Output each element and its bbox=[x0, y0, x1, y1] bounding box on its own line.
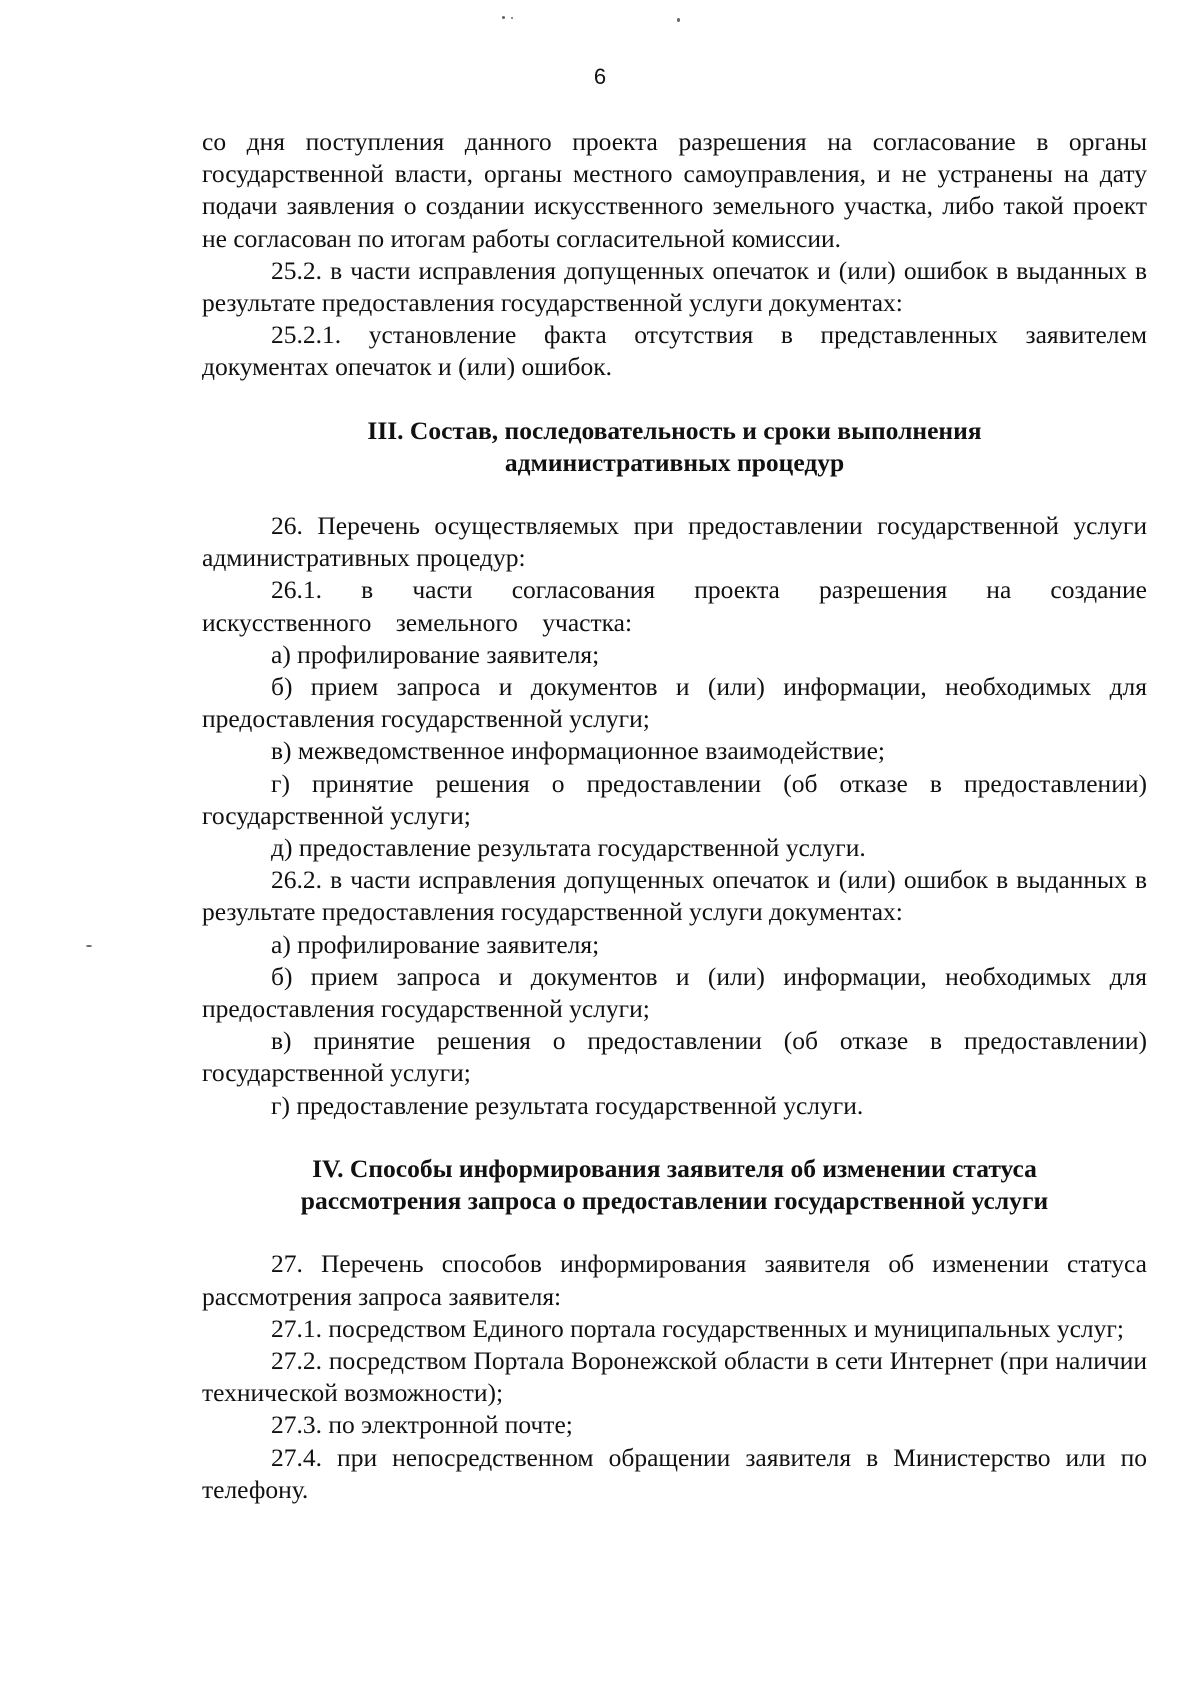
paragraph-27-1: 27.1. посредством Единого портала государственных и муниципальных услуг; bbox=[271, 1313, 1124, 1343]
list-item-26-2-b: б) прием запроса и документов и (или) информации, необходимых для предоставления государственной услуги; bbox=[202, 961, 1147, 1024]
section-3-heading bbox=[202, 415, 1147, 479]
paragraph-continuation: со дня поступления данного проекта разрешения на согласование в органы государственной власти, органы местного самоуправления, и не устранены на дату подачи заявления о создании искусственного земельного участка, либо такой проект не согласован по итогам работы согласительной комиссии. bbox=[202, 127, 1147, 253]
paragraph-26-1: 26.1. в части согласования проекта разрешения на создание искусственного земельного участка: bbox=[202, 575, 1147, 637]
paragraph-26: 26. Перечень осуществляемых при предоставлении государственной услуги административных процедур: bbox=[202, 511, 1147, 573]
section-4-heading-line2: рассмотрения запроса о предоставлении государственной услуги bbox=[300, 1186, 1049, 1216]
list-item-26-2-g: г) предоставление результата государственной услуги. bbox=[271, 1090, 864, 1120]
list-item-26-1-v: в) межведомственное информационное взаимодействие; bbox=[271, 736, 885, 766]
list-item-26-2-a: а) профилирование заявителя; bbox=[271, 929, 600, 959]
paragraph-26-2: 26.2. в части исправления допущенных опечаток и (или) ошибок в выданных в результате предоставления государственной услуги документах: bbox=[202, 865, 1147, 927]
scan-speck bbox=[86, 945, 92, 947]
list-item-26-1-a: а) профилирование заявителя; bbox=[271, 639, 600, 669]
paragraph-27: 27. Перечень способов информирования заявителя об изменении статуса рассмотрения запроса заявителя: bbox=[202, 1249, 1147, 1311]
list-item-26-1-g: г) принятие решения о предоставлении (об отказе в предоставлении) государственной услуги; bbox=[202, 768, 1147, 830]
section-4-heading-line1: IV. Способы информирования заявителя об изменении статуса bbox=[312, 1153, 1037, 1183]
paragraph-25-2: 25.2. в части исправления допущенных опечаток и (или) ошибок в выданных в результате предоставления государственной услуги документах: bbox=[202, 255, 1147, 318]
section-3-heading-line1: III. Состав, последовательность и сроки выполнения bbox=[367, 415, 982, 445]
list-item-26-1-b: б) прием запроса и документов и (или) информации, необходимых для предоставления государственной услуги; bbox=[202, 672, 1147, 734]
scan-speck bbox=[677, 18, 680, 22]
scan-speck bbox=[511, 17, 513, 19]
paragraph-27-3: 27.3. по электронной почте; bbox=[271, 1410, 573, 1440]
list-item-26-2-v: в) принятие решения о предоставлении (об отказе в предоставлении) государственной услуги; bbox=[202, 1026, 1147, 1088]
section-3-heading-line2: административных процедур bbox=[504, 447, 845, 477]
page-number: 6 bbox=[593, 64, 607, 89]
scan-speck bbox=[502, 16, 505, 19]
paragraph-25-2-1: 25.2.1. установление факта отсутствия в представленных заявителем документах опечаток и (или) ошибок. bbox=[202, 320, 1147, 382]
list-item-26-1-d: д) предоставление результата государственной услуги. bbox=[271, 833, 866, 863]
paragraph-27-4: 27.4. при непосредственном обращении заявителя в Министерство или по телефону. bbox=[202, 1442, 1147, 1504]
paragraph-27-2: 27.2. посредством Портала Воронежской области в сети Интернет (при наличии технической возможности); bbox=[202, 1345, 1147, 1408]
document-body bbox=[202, 126, 1147, 1506]
section-4-heading bbox=[202, 1153, 1147, 1217]
